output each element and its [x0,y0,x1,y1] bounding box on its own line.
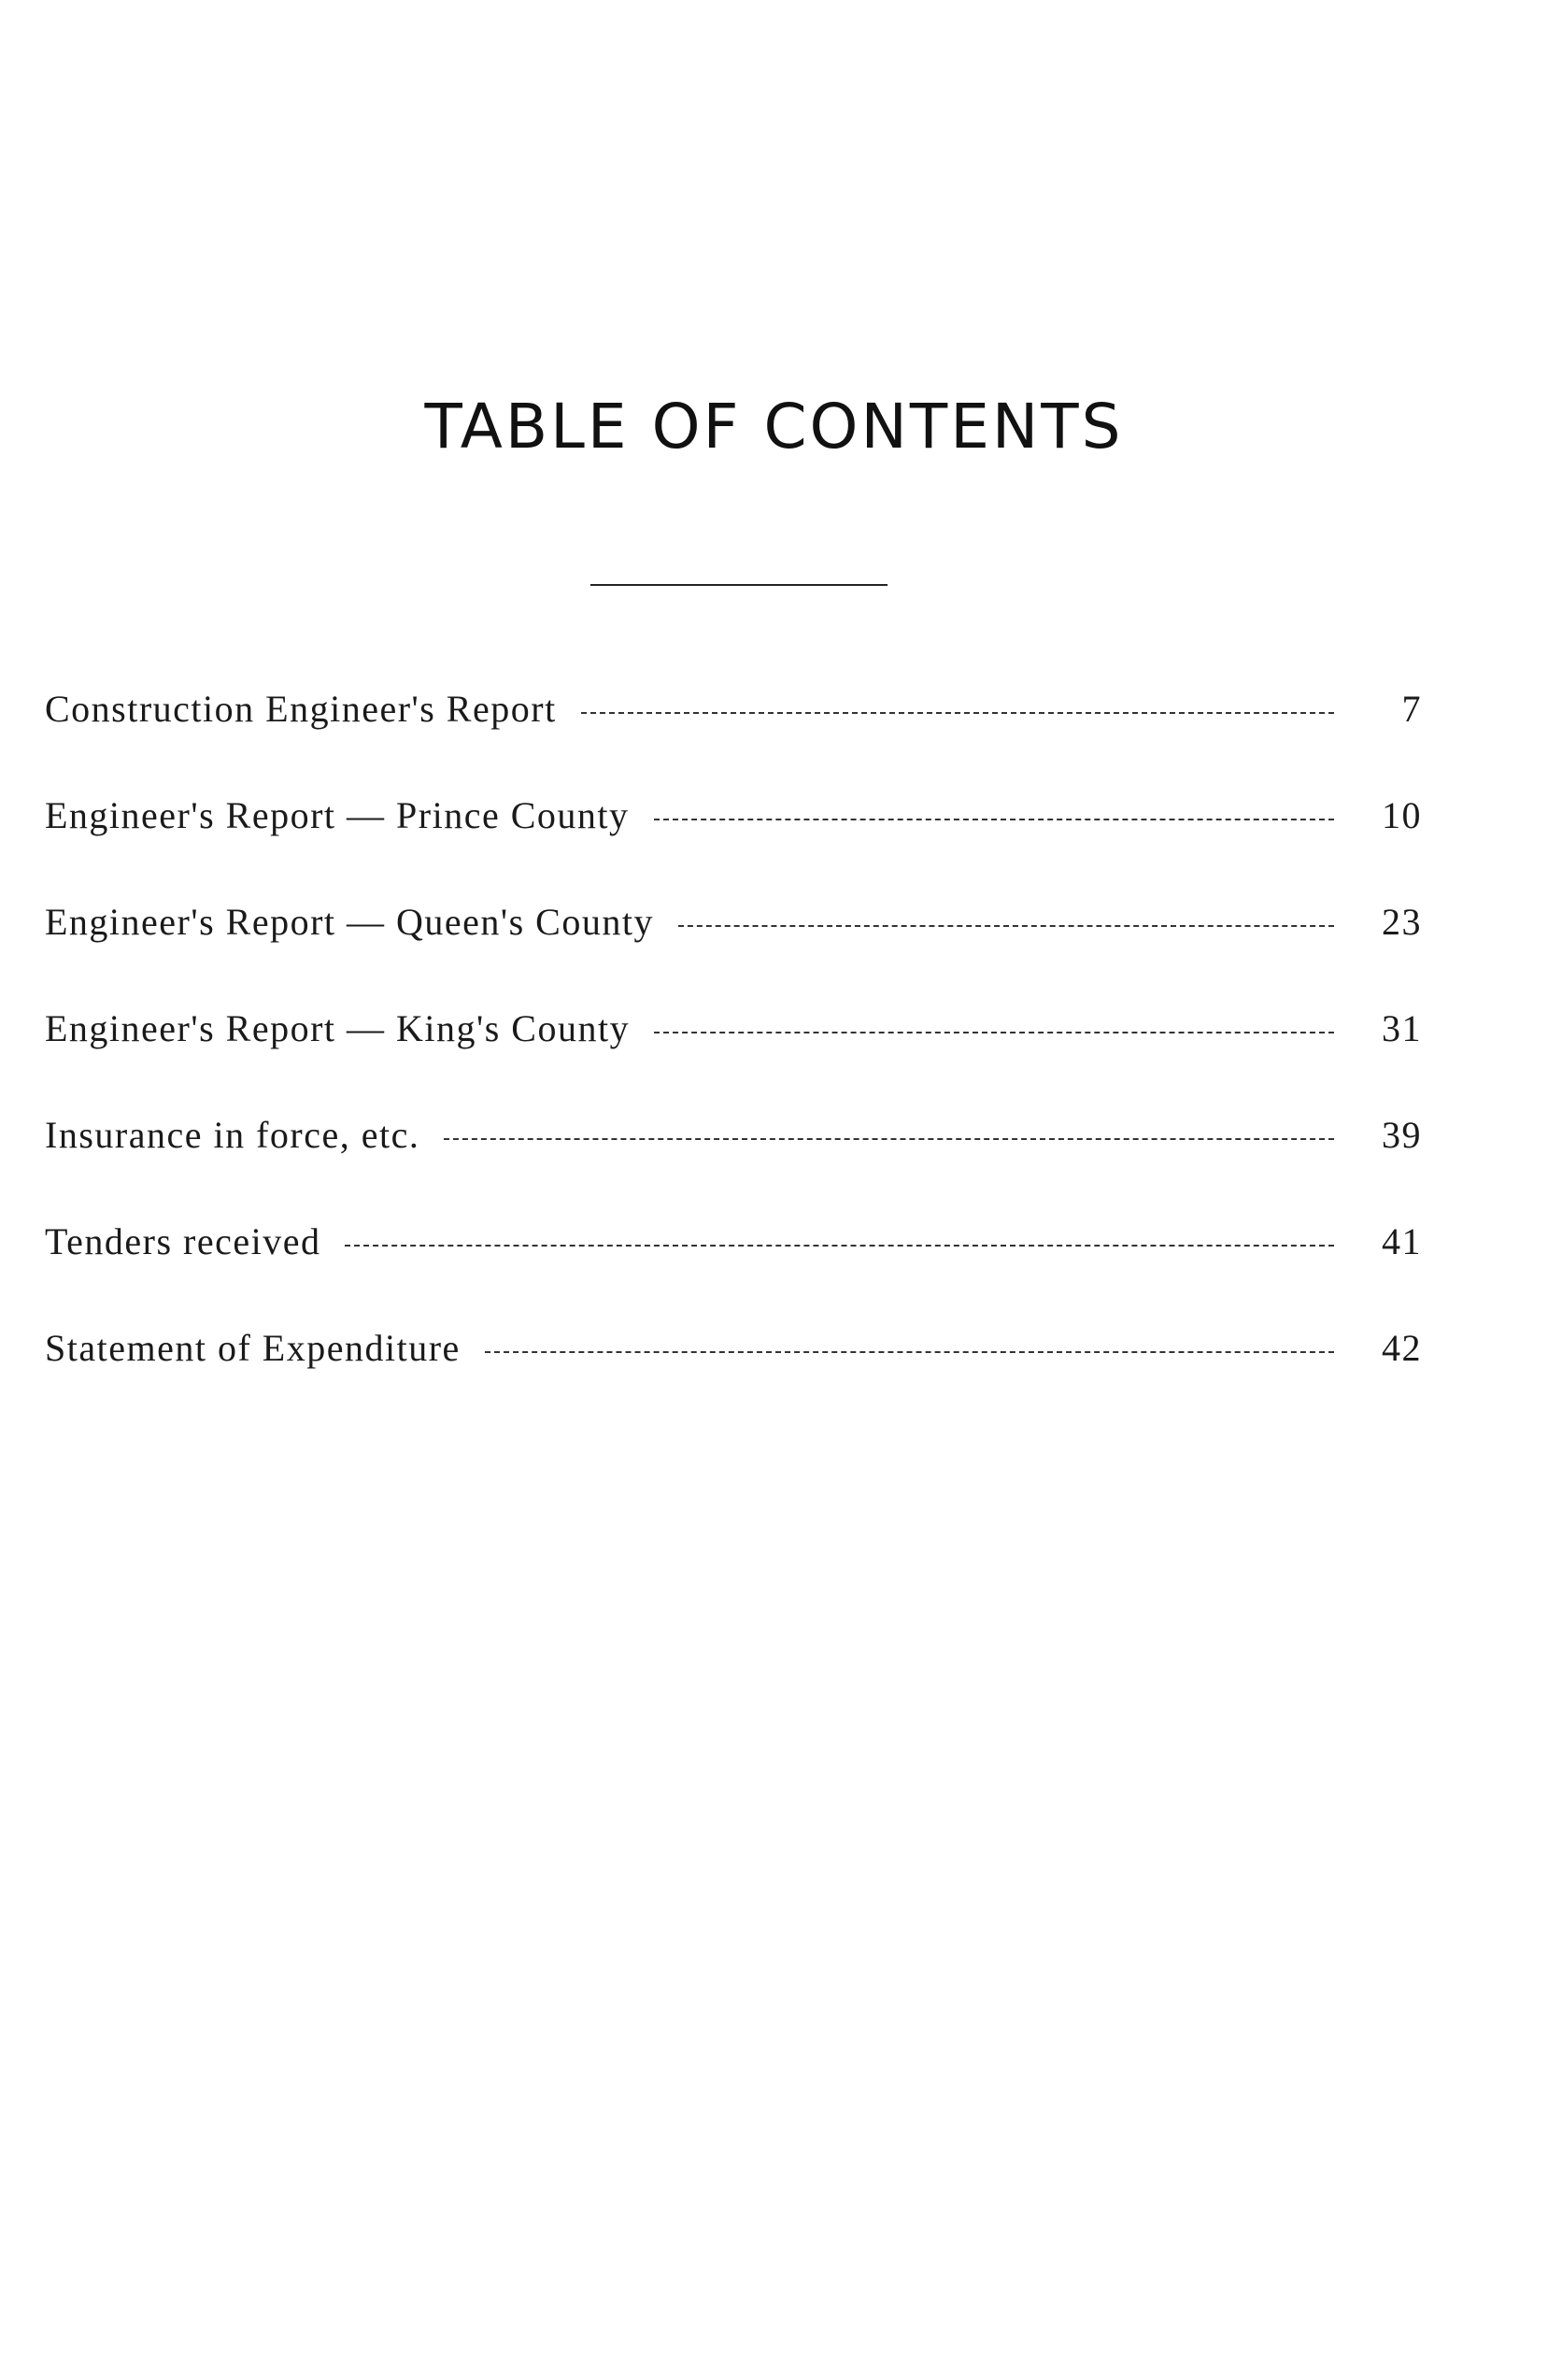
toc-entry-title: Insurance in force, etc. [45,1114,420,1156]
toc-entry [45,1113,1422,1219]
toc-entry [45,1006,1422,1113]
toc-entry-page: 7 [1401,688,1422,730]
dot-leader [345,1245,1334,1247]
table-of-contents [45,687,1422,1432]
toc-entry [45,900,1422,1006]
toc-entry [45,1326,1422,1432]
toc-entry-title: Tenders received [45,1220,321,1262]
toc-entry-title: Engineer's Report — Prince County [45,794,630,836]
toc-entry-page: 42 [1382,1327,1422,1369]
toc-entry-page: 39 [1382,1114,1422,1156]
toc-entry-page: 23 [1382,901,1422,943]
page-title: TABLE OF CONTENTS [424,391,1124,463]
dot-leader [581,712,1334,714]
toc-entry-page: 41 [1382,1220,1422,1262]
title-divider [590,584,888,586]
toc-entry-title: Engineer's Report — Queen's County [45,901,654,943]
dot-leader [654,1032,1334,1033]
dot-leader [444,1138,1334,1140]
dot-leader [485,1351,1334,1353]
dot-leader [654,819,1335,820]
toc-entry [45,1219,1422,1326]
toc-entry-title: Engineer's Report — King's County [45,1007,631,1049]
toc-entry-title: Construction Engineer's Report [45,688,557,730]
toc-entry-page: 10 [1382,794,1422,836]
dot-leader [678,925,1334,927]
toc-entry-title: Statement of Expenditure [45,1327,461,1369]
toc-entry [45,687,1422,793]
toc-entry-page: 31 [1382,1007,1422,1049]
toc-entry [45,793,1422,900]
